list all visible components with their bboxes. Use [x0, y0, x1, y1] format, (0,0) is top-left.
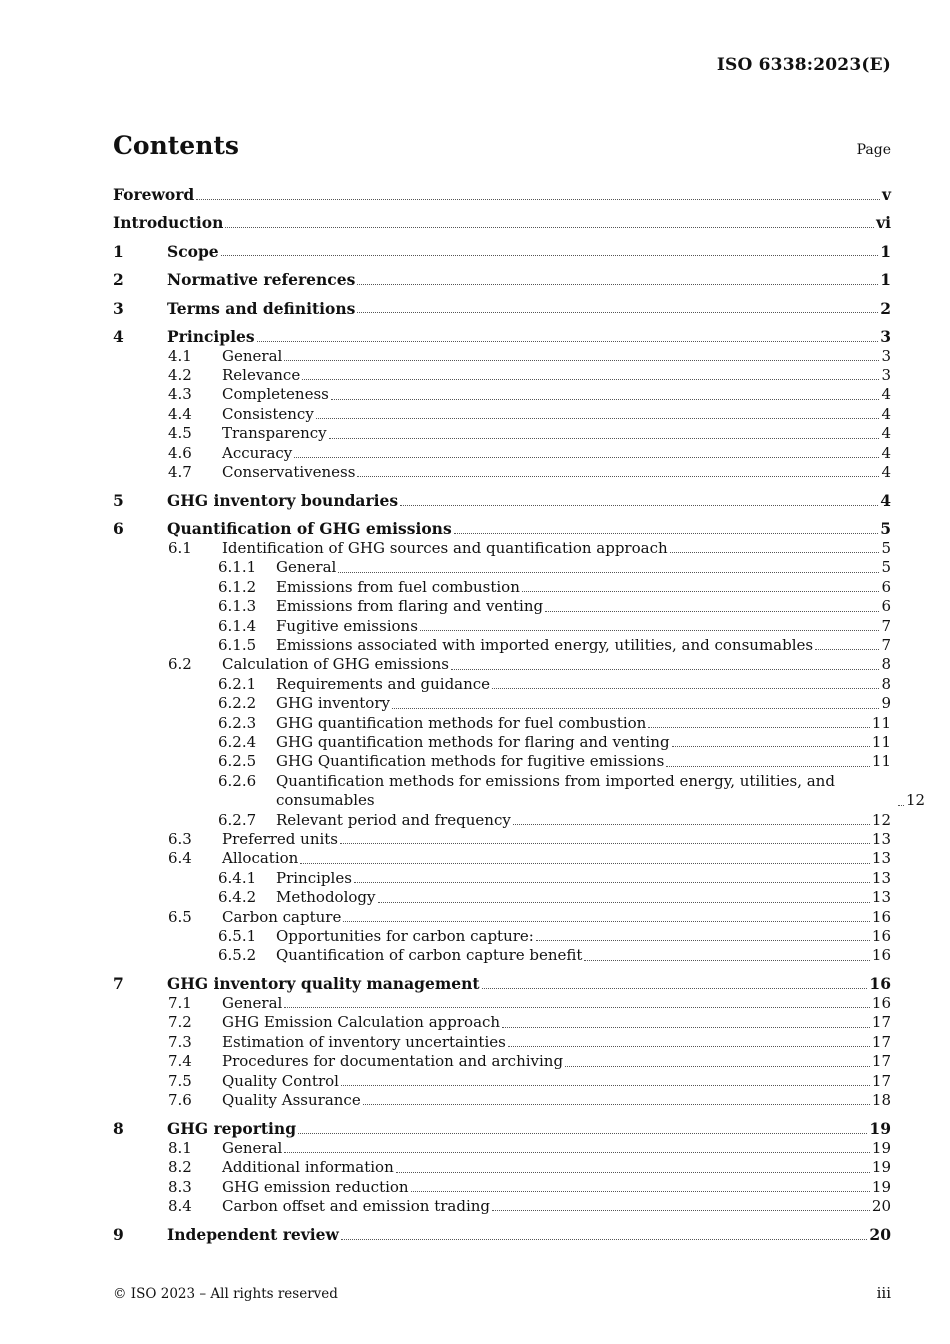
toc-entry-title: Preferred units	[222, 829, 339, 848]
toc-entry-title: Fugitive emissions	[276, 616, 418, 635]
toc-entry-title: Consistency	[222, 404, 314, 423]
toc-entry-page: 3	[881, 365, 891, 384]
toc-entry-page: 5	[881, 539, 891, 558]
toc-entry-line	[222, 1072, 891, 1091]
toc-entry-page: 13	[871, 868, 891, 887]
toc-entry-number: 6.2.2	[218, 694, 257, 713]
toc-entry-title: General	[276, 558, 337, 577]
dot-leader	[221, 254, 879, 256]
dot-leader	[815, 648, 879, 650]
toc-entry-line	[167, 491, 891, 511]
toc-entry-title: Relevance	[222, 365, 301, 384]
toc-entry-title: GHG inventory quality management	[167, 974, 480, 994]
toc-entry-page: 6	[881, 577, 891, 596]
toc-entry-title: Opportunities for carbon capture:	[276, 926, 534, 945]
toc-entry-number: 6.2.3	[218, 713, 257, 732]
toc-entry-number: 3	[113, 298, 124, 318]
toc-entry-title: Foreword	[113, 185, 195, 204]
toc-entry-page: 1	[880, 270, 891, 290]
toc-entry-number: 5	[113, 491, 124, 511]
toc-entry-line	[276, 597, 891, 616]
toc-entry-title: Estimation of inventory uncertainties	[222, 1032, 506, 1051]
toc-entry-title: Allocation	[222, 849, 299, 868]
toc-entry-title: Quality Control	[222, 1071, 339, 1090]
dot-leader	[420, 629, 880, 631]
toc-entry[interactable]	[113, 811, 891, 830]
toc-entry-line	[222, 655, 891, 674]
dot-leader	[396, 1171, 870, 1173]
toc-entry-line	[222, 1091, 891, 1110]
toc-entry-line	[167, 1119, 891, 1139]
toc-entry[interactable]	[113, 385, 891, 404]
toc-entry-number: 7.4	[168, 1052, 192, 1071]
dot-leader	[284, 359, 879, 361]
toc-entry-line	[276, 675, 891, 694]
toc-entry-line	[276, 946, 891, 965]
dot-leader	[357, 311, 878, 313]
toc-entry-page: vi	[876, 213, 891, 233]
toc-entry-number: 4.7	[168, 462, 192, 481]
toc-entry-number: 6.4.2	[218, 888, 257, 907]
toc-entry[interactable]	[113, 714, 891, 733]
toc-entry[interactable]	[113, 974, 891, 994]
toc-entry[interactable]	[113, 1052, 891, 1071]
toc-entry-page: 4	[881, 424, 891, 443]
toc-entry[interactable]	[113, 675, 891, 694]
standard-identifier: ISO 6338:2023(E)	[716, 55, 891, 75]
dot-leader	[672, 745, 870, 747]
toc-entry[interactable]	[113, 327, 891, 347]
toc-entry-title: Completeness	[222, 385, 329, 404]
dot-leader	[492, 687, 879, 689]
toc-entry-line	[222, 1013, 891, 1032]
dot-leader	[492, 1209, 870, 1211]
toc-entry-page: v	[881, 185, 891, 204]
toc-entry-number: 6.2.7	[218, 810, 257, 829]
toc-entry-number: 7.5	[168, 1071, 192, 1090]
toc-entry-number: 6.5.2	[218, 946, 257, 965]
toc-entry-title: Independent review	[167, 1225, 339, 1245]
toc-entry-title: Procedures for documentation and archiving	[222, 1052, 564, 1071]
toc-entry-number: 6.1.5	[218, 636, 257, 655]
toc-entry[interactable]	[113, 1139, 891, 1158]
toc-entry-page: 16	[871, 907, 891, 926]
dot-leader	[584, 959, 869, 961]
dot-leader	[411, 1190, 870, 1192]
toc-entry-page: 11	[871, 752, 891, 771]
contents-title: Contents	[113, 131, 240, 160]
toc-entry-title: Carbon capture	[222, 907, 342, 926]
toc-entry-page: 19	[871, 1158, 891, 1177]
toc-entry-page: 17	[871, 1032, 891, 1051]
toc-entry-line	[222, 1052, 891, 1071]
toc-entry-number: 6	[113, 519, 124, 539]
toc-entry-page: 1	[880, 241, 891, 261]
toc-entry[interactable]	[113, 491, 891, 511]
toc-entry-page: 18	[871, 1091, 891, 1110]
toc-entry[interactable]	[113, 733, 891, 752]
toc-entry-page: 19	[871, 1138, 891, 1157]
toc-entry[interactable]	[113, 908, 891, 927]
toc-entry-page: 20	[869, 1225, 891, 1245]
toc-entry-line	[222, 830, 891, 849]
page-number: iii	[876, 1284, 891, 1302]
toc-entry-line	[276, 752, 891, 771]
toc-entry-title: Additional information	[222, 1158, 394, 1177]
toc-entry-line	[113, 185, 891, 205]
dot-leader	[670, 551, 880, 553]
toc-entry-title: GHG inventory	[276, 694, 390, 713]
toc-entry-number: 4.5	[168, 424, 192, 443]
toc-entry-title: Conservativeness	[222, 462, 356, 481]
toc-entry-line	[167, 270, 891, 290]
toc-entry[interactable]	[113, 1072, 891, 1091]
toc-entry-line	[276, 811, 891, 830]
toc-entry-number: 4.4	[168, 404, 192, 423]
toc-entry-page: 5	[881, 558, 891, 577]
dot-leader	[363, 1103, 870, 1105]
dot-leader	[294, 456, 879, 458]
toc-entry-number: 7.2	[168, 1013, 192, 1032]
toc-entry-page: 8	[881, 674, 891, 693]
toc-entry-title: Emissions associated with imported energy, utilities, and consumables	[276, 636, 814, 655]
dot-leader	[565, 1065, 870, 1067]
toc-entry-title: Requirements and guidance	[276, 674, 491, 693]
toc-entry-title: Quality Assurance	[222, 1091, 361, 1110]
dot-leader	[545, 610, 879, 612]
toc-entry-page: 19	[871, 1177, 891, 1196]
toc-entry-title: Scope	[167, 241, 219, 261]
toc-entry-page: 2	[880, 298, 891, 318]
dot-leader	[343, 920, 870, 922]
toc-entry-number: 4	[113, 326, 124, 346]
dot-leader	[536, 939, 870, 941]
toc-entry[interactable]	[113, 299, 891, 319]
toc-entry-title: GHG Emission Calculation approach	[222, 1013, 501, 1032]
toc-entry-line	[222, 444, 891, 463]
toc-entry-line	[276, 869, 891, 888]
toc-entry-page: 7	[881, 636, 891, 655]
toc-entry-number: 6.5	[168, 907, 192, 926]
toc-entry[interactable]	[113, 405, 891, 424]
toc-entry-line	[276, 888, 891, 907]
dot-leader	[648, 726, 870, 728]
toc-entry-line	[222, 405, 891, 424]
toc-entry-number: 6.4.1	[218, 868, 257, 887]
toc-entry-title: GHG Quantification methods for fugitive emissions	[276, 752, 665, 771]
toc-entry[interactable]	[113, 424, 891, 443]
toc-entry-number: 4.3	[168, 385, 192, 404]
toc-entry-line	[167, 1225, 891, 1245]
toc-entry-number: 7.6	[168, 1091, 192, 1110]
toc-entry-line	[276, 578, 891, 597]
page-column-header: Page	[856, 142, 891, 158]
toc-entry-page: 4	[881, 404, 891, 423]
toc-entry[interactable]	[113, 444, 891, 463]
toc-entry-page: 16	[871, 994, 891, 1013]
toc-entry-title: Terms and definitions	[167, 298, 356, 318]
toc-entry-line	[167, 242, 891, 262]
toc-entry[interactable]	[113, 636, 891, 655]
toc-entry-title: Identification of GHG sources and quantification approach	[222, 539, 668, 558]
toc-entry[interactable]	[113, 1033, 891, 1052]
toc-entry-line	[222, 539, 891, 558]
toc-entry-line	[222, 1139, 891, 1158]
dot-leader	[378, 901, 870, 903]
toc-entry[interactable]	[113, 1013, 891, 1032]
toc-entry-page: 16	[871, 926, 891, 945]
toc-entry-page: 7	[881, 616, 891, 635]
dot-leader	[341, 1238, 868, 1240]
toc-entry-page: 17	[871, 1052, 891, 1071]
toc-entry[interactable]	[113, 1119, 891, 1139]
toc-entry-title: Methodology	[276, 888, 376, 907]
toc-entry-number: 8.3	[168, 1177, 192, 1196]
toc-entry-number: 6.1.1	[218, 558, 257, 577]
dot-leader	[225, 226, 874, 228]
toc-entry-line	[222, 849, 891, 868]
toc-entry-line	[276, 617, 891, 636]
toc-entry-line	[276, 694, 891, 713]
toc-entry[interactable]	[113, 869, 891, 888]
toc-entry-number: 7.3	[168, 1032, 192, 1051]
dot-leader	[329, 437, 880, 439]
toc-entry-line	[222, 994, 891, 1013]
toc-entry[interactable]	[113, 694, 891, 713]
toc-entry-title: Principles	[276, 868, 352, 887]
toc-entry-number: 6.2.6	[218, 771, 257, 790]
toc-entry-page: 20	[871, 1196, 891, 1215]
toc-entry-number: 7.1	[168, 994, 192, 1013]
toc-entry[interactable]	[113, 519, 891, 539]
toc-entry-number: 6.3	[168, 829, 192, 848]
toc-entry-page: 12	[871, 810, 891, 829]
dot-leader	[454, 532, 879, 534]
dot-leader	[508, 1045, 870, 1047]
dot-leader	[400, 504, 878, 506]
dot-leader	[257, 340, 879, 342]
toc-entry-title: Normative references	[167, 270, 356, 290]
toc-entry-number: 8.1	[168, 1138, 192, 1157]
toc-entry-page: 11	[871, 732, 891, 751]
dot-leader	[196, 198, 880, 200]
toc-entry-title: Carbon offset and emission trading	[222, 1196, 491, 1215]
toc-entry[interactable]	[113, 1158, 891, 1177]
toc-entry[interactable]	[113, 994, 891, 1013]
toc-entry-page: 13	[871, 849, 891, 868]
toc-entry-line	[222, 908, 891, 927]
toc-entry-number: 8	[113, 1119, 124, 1139]
toc-entry-title: GHG quantification methods for fuel combustion	[276, 713, 647, 732]
dot-leader	[338, 571, 879, 573]
toc-entry-number: 6.2	[168, 655, 192, 674]
dot-leader	[284, 1151, 870, 1153]
toc-entry-title: GHG reporting	[167, 1119, 297, 1139]
toc-entry-line	[222, 1197, 891, 1216]
dot-leader	[284, 1006, 870, 1008]
toc-entry[interactable]	[113, 888, 891, 907]
toc-entry-line	[222, 366, 891, 385]
toc-entry-line	[167, 327, 891, 347]
toc-entry-line	[222, 1158, 891, 1177]
dot-leader	[522, 590, 880, 592]
toc-entry-title: Quantification methods for emissions from imported energy, utilities, and consumables	[276, 771, 835, 810]
toc-entry-title: Emissions from flaring and venting	[276, 597, 544, 616]
toc-entry-title: Quantification of carbon capture benefit	[276, 946, 583, 965]
dot-leader	[302, 378, 879, 380]
toc-entry[interactable]	[113, 927, 891, 946]
toc-entry-line	[276, 636, 891, 655]
dot-leader	[316, 417, 880, 419]
toc-entry-title: GHG inventory boundaries	[167, 491, 399, 511]
toc-entry-number: 6.2.5	[218, 752, 257, 771]
toc-entry-line	[222, 1178, 891, 1197]
toc-entry-line	[276, 733, 891, 752]
toc-entry-page: 8	[881, 655, 891, 674]
toc-entry-title: Relevant period and frequency	[276, 810, 511, 829]
toc-entry[interactable]	[113, 558, 891, 577]
toc-entry-number: 2	[113, 270, 124, 290]
toc-entry-page: 13	[871, 888, 891, 907]
toc-entry-line	[222, 347, 891, 366]
dot-leader	[340, 842, 870, 844]
toc-entry[interactable]	[113, 1178, 891, 1197]
toc-entry-page: 17	[871, 1071, 891, 1090]
toc-entry-line	[167, 519, 891, 539]
toc-entry-page: 6	[881, 597, 891, 616]
toc-entry-number: 4.1	[168, 346, 192, 365]
toc-entry[interactable]	[113, 1091, 891, 1110]
toc-entry-line	[222, 385, 891, 404]
dot-leader	[513, 823, 870, 825]
toc-entry[interactable]	[113, 185, 891, 205]
dot-leader	[331, 398, 880, 400]
dot-leader	[357, 475, 879, 477]
toc-entry-number: 6.1	[168, 539, 192, 558]
toc-entry-line	[222, 1033, 891, 1052]
toc-entry-page: 16	[871, 946, 891, 965]
toc-entry-page: 16	[869, 974, 891, 994]
toc-entry-page: 13	[871, 829, 891, 848]
toc-entry-page: 3	[881, 346, 891, 365]
toc-entry-page: 4	[881, 443, 891, 462]
toc-entry-title: Emissions from fuel combustion	[276, 577, 520, 596]
toc-entry-number: 6.1.2	[218, 577, 257, 596]
toc-entry-title: Introduction	[113, 213, 224, 233]
toc-entry-line	[113, 213, 891, 233]
dot-leader	[666, 765, 870, 767]
toc-entry[interactable]	[113, 752, 891, 771]
toc-entry[interactable]	[113, 597, 891, 616]
toc-entry[interactable]	[113, 578, 891, 597]
toc-entry-line	[276, 714, 891, 733]
dot-leader	[502, 1026, 870, 1028]
toc-entry[interactable]	[113, 539, 891, 558]
toc-entry-page: 17	[871, 1013, 891, 1032]
toc-entry-title: General	[222, 346, 283, 365]
toc-entry-title: Accuracy	[222, 443, 293, 462]
toc-entry[interactable]	[113, 347, 891, 366]
toc-entry-page: 5	[880, 519, 891, 539]
toc-entry[interactable]	[113, 1197, 891, 1216]
dot-leader	[357, 283, 878, 285]
toc-entry[interactable]	[113, 1225, 891, 1245]
toc-entry-number: 4.6	[168, 443, 192, 462]
toc-entry-title: Transparency	[222, 424, 327, 443]
toc-entry-line	[276, 771, 926, 811]
copyright-notice: © ISO 2023 – All rights reserved	[113, 1286, 338, 1302]
toc-entry[interactable]	[113, 366, 891, 385]
toc-entry-number: 6.1.3	[218, 597, 257, 616]
toc-entry-line	[276, 927, 891, 946]
toc-entry-page: 3	[880, 326, 891, 346]
dot-leader	[482, 987, 868, 989]
toc-entry-number: 6.2.1	[218, 674, 257, 693]
dot-leader	[300, 862, 870, 864]
toc-entry-title: Quantification of GHG emissions	[167, 519, 452, 539]
toc-entry-title: GHG quantification methods for flaring and venting	[276, 732, 670, 751]
toc-entry[interactable]	[113, 946, 891, 965]
toc-entry-page: 4	[881, 462, 891, 481]
dot-leader	[298, 1132, 867, 1134]
toc-entry[interactable]	[113, 655, 891, 674]
toc-entry[interactable]	[113, 242, 891, 262]
toc-entry-number: 1	[113, 241, 124, 261]
toc-entry[interactable]	[113, 463, 891, 482]
toc-entry-line	[167, 974, 891, 994]
toc-entry[interactable]	[113, 213, 891, 233]
toc-entry[interactable]	[113, 849, 891, 868]
toc-entry-number: 6.2.4	[218, 732, 257, 751]
toc-entry-line	[276, 558, 891, 577]
toc-entry-page: 4	[881, 385, 891, 404]
dot-leader	[392, 707, 879, 709]
dot-leader	[451, 668, 880, 670]
toc-entry-page: 4	[880, 491, 891, 511]
toc-entry[interactable]	[113, 617, 891, 636]
toc-entry-number: 6.5.1	[218, 926, 257, 945]
toc-entry[interactable]	[113, 830, 891, 849]
toc-entry-number: 4.2	[168, 365, 192, 384]
dot-leader	[898, 804, 904, 806]
toc-entry-number: 6.1.4	[218, 616, 257, 635]
toc-entry-page: 9	[881, 694, 891, 713]
dot-leader	[341, 1084, 870, 1086]
toc-entry-title: GHG emission reduction	[222, 1177, 409, 1196]
toc-entry-line	[167, 299, 891, 319]
toc-entry-page: 11	[871, 713, 891, 732]
toc-entry-number: 8.2	[168, 1158, 192, 1177]
toc-entry-number: 8.4	[168, 1196, 192, 1215]
toc-entry-page: 19	[869, 1119, 891, 1139]
toc-entry-title: General	[222, 1138, 283, 1157]
toc-entry-line	[222, 463, 891, 482]
toc-entry-page: 12	[906, 791, 926, 810]
toc-entry-number: 7	[113, 974, 124, 994]
toc-entry-title: Calculation of GHG emissions	[222, 655, 449, 674]
toc-entry[interactable]	[113, 771, 926, 811]
toc-entry-title: General	[222, 994, 283, 1013]
dot-leader	[354, 881, 870, 883]
toc-entry-number: 6.4	[168, 849, 192, 868]
toc-entry-title: Principles	[167, 326, 255, 346]
toc-entry[interactable]	[113, 270, 891, 290]
table-of-contents	[113, 185, 926, 1245]
toc-entry-line	[222, 424, 891, 443]
toc-entry-number: 9	[113, 1225, 124, 1245]
